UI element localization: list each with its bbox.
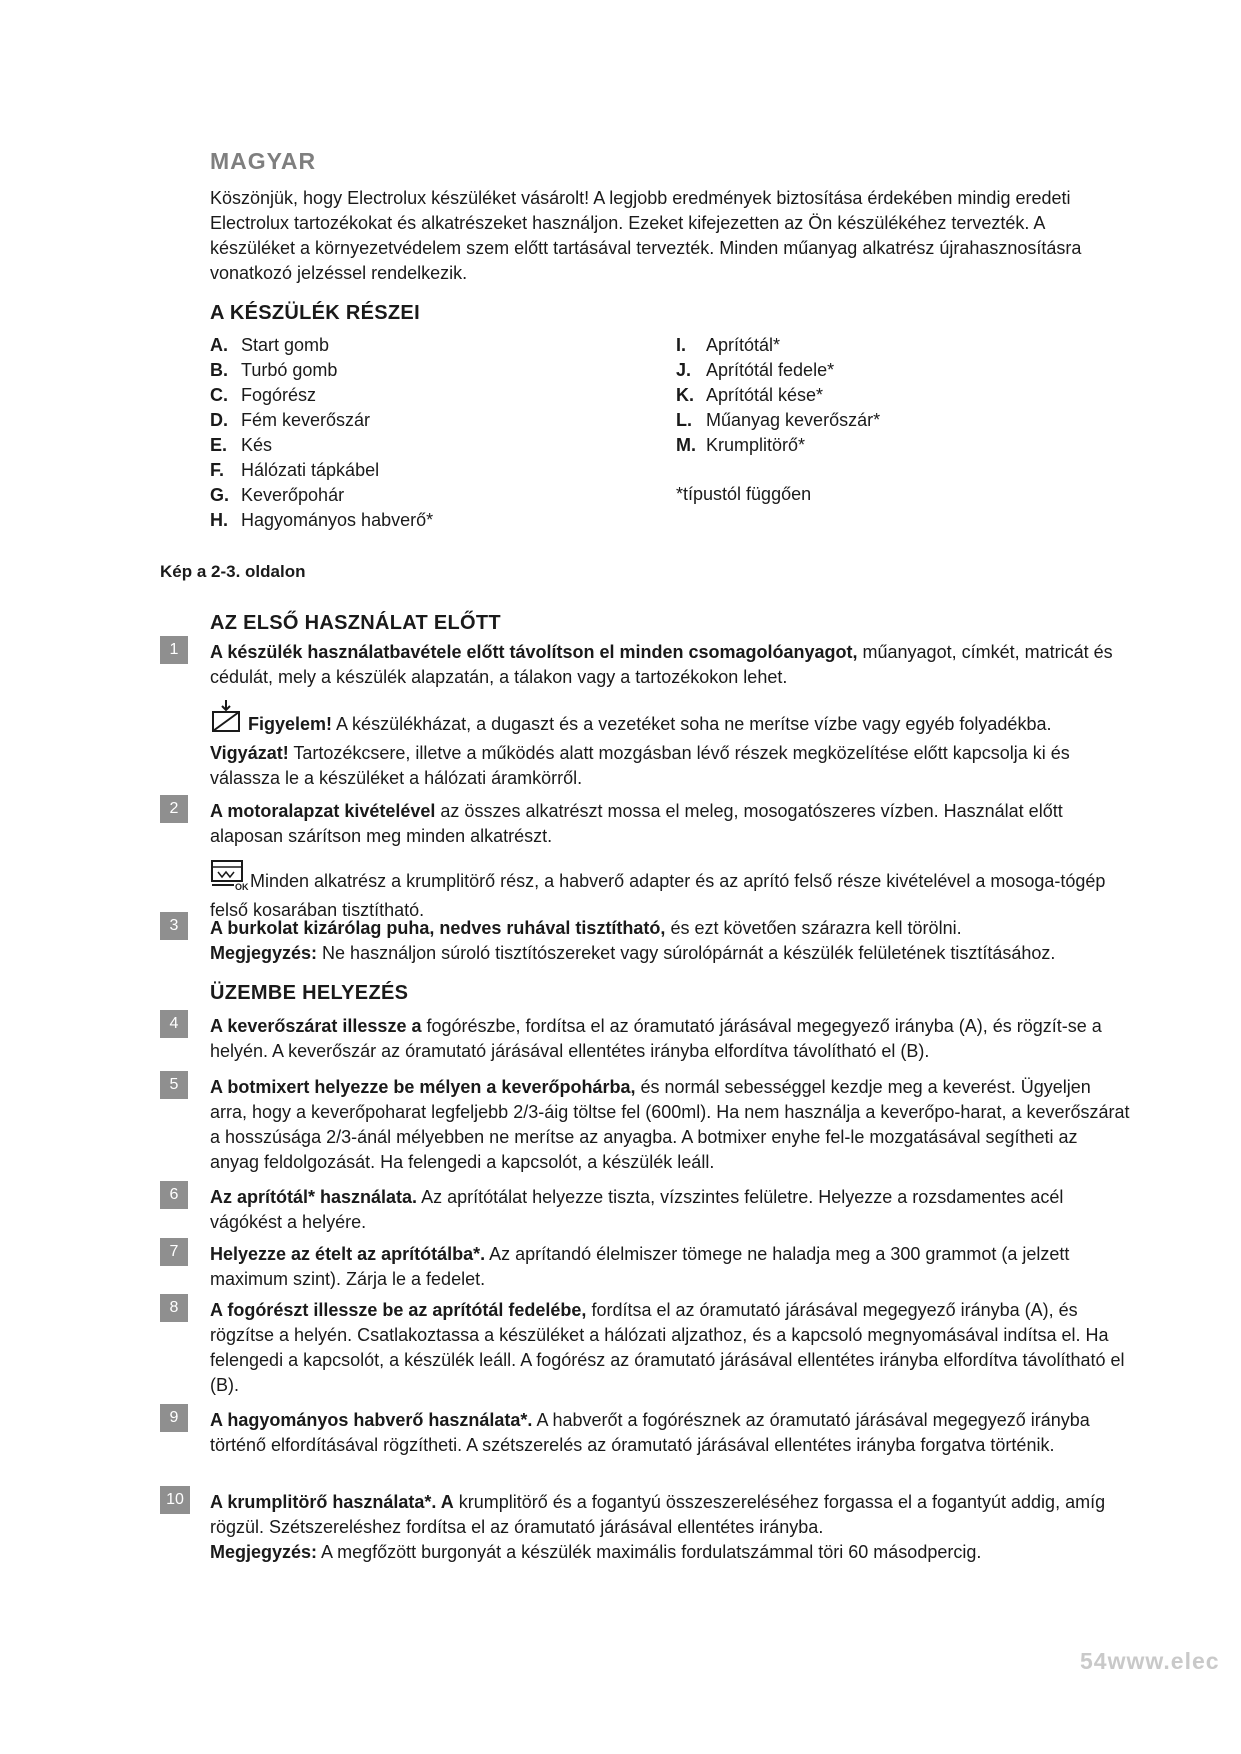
before-first-use-heading: AZ ELSŐ HASZNÁLAT ELŐTT [210,612,501,634]
step-number-badge: 1 [160,636,188,664]
caution-label: Vigyázat! [210,743,289,763]
step-2 [210,799,1130,923]
step-text: műanyagot, címkét, matricát és cédulát, mely a készülék alapzatán, a tálakon vagy a tartozékokon lehet. [210,642,1113,687]
part-item [210,433,433,458]
part-key: B. [210,360,228,380]
step-number-badge: 6 [160,1181,188,1209]
step-number-badge: 10 [160,1486,190,1514]
step-bold: A hagyományos habverő használata*. [210,1410,533,1430]
part-key: A. [210,335,228,355]
step-number-badge: 5 [160,1071,188,1099]
step-text: és ezt követően szárazra kell törölni. [665,918,962,938]
step-text: és normál sebességgel kezdje meg a keverést. Ügyeljen arra, hogy a keverőpoharat legfeljebb 2/3-áig töltse fel (600ml). Ha nem használja a keverőpo-harat, a keverőszárat a hosszúsága 2/3-ánál mélyebben ne merítse az anyagba. A botmixer enyhe fel-le mozgatásával segítheti az anyag feldolgozását. Ha felengedi a kapcsolót, a készülék leáll. [210,1077,1130,1172]
step-bold: A motoralapzat kivételével [210,801,436,821]
step-bold: Helyezze az ételt az aprítótálba*. [210,1244,486,1264]
part-key: L. [676,410,692,430]
part-label: Fogórész [241,385,317,405]
step-text: fordítsa el az óramutató járásával megegyező irányba (A), és rögzítse a helyén. Csatlakoztassa a készüléket a hálózati aljzathoz, és a kapcsoló megnyomásával indítsa el. Ha felengedi a kapcsolót, a készülék leáll. A fogórész az óramutató járásával ellentétes irányba elfordítva távolítható el (B). [210,1300,1125,1395]
step-10 [210,1490,1130,1565]
part-item [210,383,433,408]
step-8 [210,1298,1130,1398]
part-item [210,358,433,383]
step-text: Az aprítandó élelmiszer tömege ne haladja meg a 300 grammot (a jelzett maximum szint). Zárja le a fedelet. [210,1244,1070,1289]
page-footer: 54www.elec [1080,1648,1220,1674]
part-item [210,508,433,533]
part-item [210,408,433,433]
part-key: F. [210,460,225,480]
part-item [676,358,880,383]
part-key: M. [676,435,696,455]
part-label: Fém keverőszár [241,410,371,430]
part-item [676,383,880,408]
dishwasher-text: Minden alkatrész a krumplitörő rész, a habverő adapter és az aprító felső része kivételével a mosoga-tógép felső kosarában tisztítható. [210,871,1106,920]
dishwasher-block [210,859,1130,923]
step-number-badge: 8 [160,1294,188,1322]
step-bold: A fogórészt illessze be az aprítótál fedelébe, [210,1300,587,1320]
step-9 [210,1408,1130,1458]
parts-list-right [676,333,880,458]
step-7 [210,1242,1130,1292]
note-label: Megjegyzés: [210,943,318,963]
parts-heading: A KÉSZÜLÉK RÉSZEI [210,302,420,324]
step-1 [210,640,1130,791]
step-text: az összes alkatrészt mossa el meleg, mosogatószeres vízben. Használat előtt alaposan szárítson meg minden alkatrészt. [210,801,1063,846]
part-key: J. [676,360,692,380]
part-key: I. [676,335,687,355]
step-text: fogórészbe, fordítsa el az óramutató járásával megegyező irányba (A), és rögzít-se a helyén. A keverőszár az óramutató járásával ellentétes irányba elfordítva távolítható el (B). [210,1016,1102,1061]
note-label: Megjegyzés: [210,1542,318,1562]
part-item [676,408,880,433]
part-item [676,433,880,458]
step-bold: A botmixert helyezze be mélyen a keverőpohárba, [210,1077,636,1097]
part-key: K. [676,385,694,405]
parts-list-left [210,333,433,533]
part-item [210,333,433,358]
warning-label: Figyelem! [248,714,333,734]
step-5 [210,1075,1130,1175]
part-label: Hagyományos habverő* [241,510,434,530]
step-number-badge: 4 [160,1010,188,1038]
step-bold: Az aprítótál* használata. [210,1187,418,1207]
part-key: D. [210,410,228,430]
step-number-badge: 3 [160,912,188,940]
warning-block [210,700,1130,791]
part-key: H. [210,510,228,530]
part-label: Aprítótál fedele* [706,360,835,380]
part-label: Hálózati tápkábel [241,460,380,480]
language-heading: MAGYAR [210,148,317,174]
caution-text: Tartozékcsere, illetve a működés alatt mozgásban lévő részek megközelítése előtt kapcsolja ki és válassza le a készüléket a hálózati áramkörről. [210,743,1070,788]
step-text: A habverőt a fogórésznek az óramutató járásával megegyező irányba történő elfordításával rögzítheti. A szétszerelés az óramutató járásával ellentétes irányba forgatva történik. [210,1410,1090,1455]
part-label: Műanyag keverőszár* [706,410,881,430]
note-text: A megfőzött burgonyát a készülék maximális fordulatszámmal töri 60 másodpercig. [317,1542,982,1562]
warning-text: A készülékházat, a dugaszt és a vezetéket soha ne merítse vízbe vagy egyéb folyadékba. [332,714,1052,734]
step-number-badge: 9 [160,1404,188,1432]
part-label: Kés [241,435,273,455]
part-label: Aprítótál kése* [706,385,824,405]
part-label: Keverőpohár [241,485,345,505]
svg-text:OK: OK [235,882,249,892]
model-note: *típustól függően [676,484,812,504]
dishwasher-icon [210,859,248,898]
part-item [676,333,880,358]
note-text: Ne használjon súroló tisztítószereket vagy súrolópárnát a készülék felületének tisztításához. [317,943,1056,963]
step-text: krumplitörő és a fogantyú összeszereléséhez forgassa el a fogantyút addig, amíg rögzül. Szétszereléshez fordítsa el az óramutató járásával ellentétes irányba. [210,1492,1106,1537]
step-6 [210,1185,1130,1235]
step-bold: A krumplitörő használata*. A [210,1492,454,1512]
part-label: Start gomb [241,335,330,355]
step-bold: A készülék használatbavétele előtt távolítson el minden csomagolóanyagot, [210,642,858,662]
part-item [210,483,433,508]
step-3 [210,916,1130,966]
step-bold: A burkolat kizárólag puha, nedves ruhával tisztítható, [210,918,666,938]
step-text: Az aprítótálat helyezze tiszta, vízszintes felületre. Helyezze a rozsdamentes acél vágókést a helyére. [210,1187,1064,1232]
part-key: G. [210,485,230,505]
step-4 [210,1014,1130,1064]
part-key: E. [210,435,228,455]
part-label: Aprítótál* [706,335,781,355]
part-item [210,458,433,483]
intro-paragraph: Köszönjük, hogy Electrolux készüléket vásárolt! A legjobb eredmények biztosítása érdekében mindig eredeti Electrolux tartozékokat és alkatrészeket használjon. Ezeket kifejezetten az Ön készülékéhez tervezték. A készüléket a környezetvédelem szem előtt tartásával tervezték. Minden műanyag alkatrész újrahasznosításra vonatkozó jelzéssel rendelkezik. [210,188,1082,283]
part-label: Krumplitörő* [706,435,806,455]
no-immersion-icon [210,700,246,741]
step-number-badge: 2 [160,795,188,823]
operation-heading: ÜZEMBE HELYEZÉS [210,982,409,1004]
step-bold: A keverőszárat illessze a [210,1016,422,1036]
picture-reference: Kép a 2-3. oldalon [160,562,306,581]
part-label: Turbó gomb [241,360,338,380]
step-number-badge: 7 [160,1238,188,1266]
part-key: C. [210,385,228,405]
